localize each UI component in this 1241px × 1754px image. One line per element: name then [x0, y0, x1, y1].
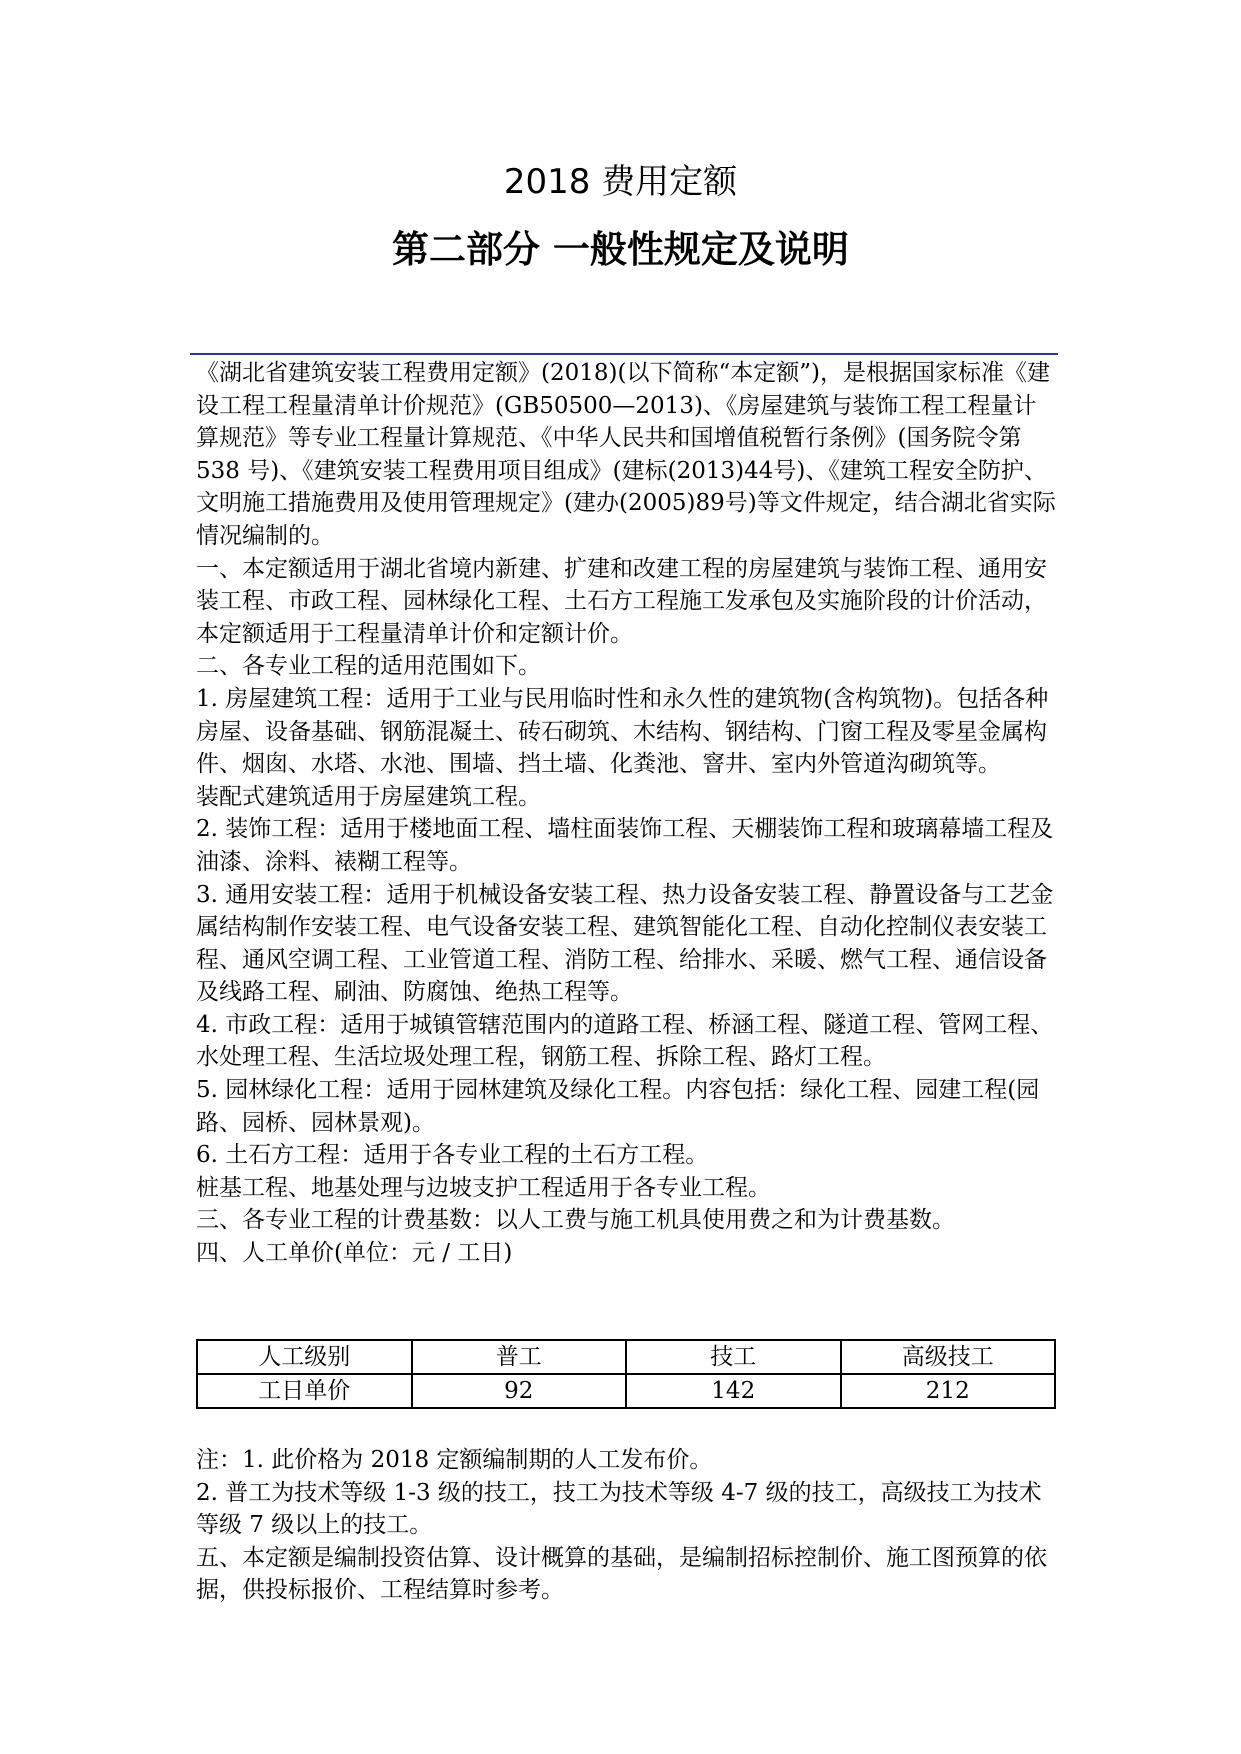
document-title: 2018 费用定额: [503, 162, 738, 202]
header-divider: [190, 353, 1058, 355]
paragraph-prefab: 装配式建筑适用于房屋建筑工程。: [196, 783, 541, 810]
paragraph-earthwork: 6. 土石方工程：适用于各专业工程的土石方工程。: [196, 1142, 709, 1169]
paragraph-installation: 3. 通用安装工程：适用于机械设备安装工程、热力设备安装工程、静置设备与工艺金属结构制作安装工程、电气设备安装工程、建筑智能化工程、自动化控制仪表安装工程、通风空调工程、工业管道工程、消防工程、给排水、采暖、燃气工程、通信设备及线路工程、刷油、防腐蚀、绝热工程等。: [196, 881, 1054, 1006]
note-1: 注：1. 此价格为 2018 定额编制期的人工发布价。: [196, 1447, 713, 1473]
table-header-cell: 高级技工: [841, 1340, 1056, 1374]
paragraph-fee-base: 三、各专业工程的计费基数：以人工费与施工机具使用费之和为计费基数。: [196, 1207, 955, 1234]
note-2: 2. 普工为技术等级 1-3 级的技工，技工为技术等级 4-7 级的技工，高级技工为技术等级 7 级以上的技工。: [196, 1479, 1042, 1539]
table-cell: 142: [626, 1374, 841, 1408]
wage-table: [196, 1339, 1056, 1409]
table-header-cell: 普工: [412, 1340, 627, 1374]
section-heading: 第二部分 一般性规定及说明: [392, 228, 849, 271]
table-cell: 92: [412, 1374, 627, 1408]
paragraph-municipal: 4. 市政工程：适用于城镇管辖范围内的道路工程、桥涵工程、隧道工程、管网工程、水处理工程、生活垃圾处理工程，钢筋工程、拆除工程、路灯工程。: [196, 1011, 1054, 1071]
wage-table-container: [196, 1339, 1056, 1409]
body-text: [196, 357, 1056, 1270]
notes-section: [196, 1444, 1056, 1607]
table-cell: 212: [841, 1374, 1056, 1408]
paragraph-specialties-heading: 二、各专业工程的适用范围如下。: [196, 653, 541, 680]
paragraph-building: 1. 房屋建筑工程：适用于工业与民用临时性和永久性的建筑物(含构筑物)。包括各种房屋、设备基础、钢筋混凝土、砖石砌筑、木结构、钢结构、门窗工程及零星金属构件、烟囱、水塔、水池、围墙、挡土墙、化粪池、窨井、室内外管道沟砌筑等。: [196, 685, 1049, 778]
table-row: [197, 1374, 1055, 1408]
table-header-cell: 人工级别: [197, 1340, 412, 1374]
paragraph-decoration: 2. 装饰工程：适用于楼地面工程、墙柱面装饰工程、天棚装饰工程和玻璃幕墙工程及油漆、涂料、裱糊工程等。: [196, 816, 1054, 875]
intro-paragraph: 《湖北省建筑安装工程费用定额》(2018)(以下简称“本定额”)，是根据国家标准《建设工程工程量清单计价规范》(GB50500—2013)、《房屋建筑与装饰工程工程量计算规范》等专业工程量计算规范、《中华人民共和国增值税暂行条例》(国务院令第 538 号)、《建筑安装工程费用项目组成》(建标(2013)44号)、《建筑工程安全防护、文明施工措施费用及使用管理规定》(建办(2005)89号)等文件规定，结合湖北省实际情况编制的。: [196, 360, 1056, 549]
table-cell: 工日单价: [197, 1374, 412, 1408]
paragraph-purpose: 五、本定额是编制投资估算、设计概算的基础，是编制招标控制价、施工图预算的依据，供投标报价、工程结算时参考。: [196, 1544, 1047, 1604]
table-header-cell: 技工: [626, 1340, 841, 1374]
table-header-row: [197, 1340, 1055, 1374]
paragraph-landscape: 5. 园林绿化工程：适用于园林建筑及绿化工程。内容包括：绿化工程、园建工程(园路、园桥、园林景观)。: [196, 1077, 1040, 1136]
paragraph-scope: 一、本定额适用于湖北省境内新建、扩建和改建工程的房屋建筑与装饰工程、通用安装工程、市政工程、园林绿化工程、土石方工程施工发承包及实施阶段的计价活动，本定额适用于工程量清单计价和定额计价。: [196, 555, 1047, 647]
paragraph-piling: 桩基工程、地基处理与边坡支护工程适用于各专业工程。: [196, 1174, 771, 1201]
paragraph-wage-heading: 四、人工单价(单位：元 / 工日): [196, 1240, 513, 1267]
